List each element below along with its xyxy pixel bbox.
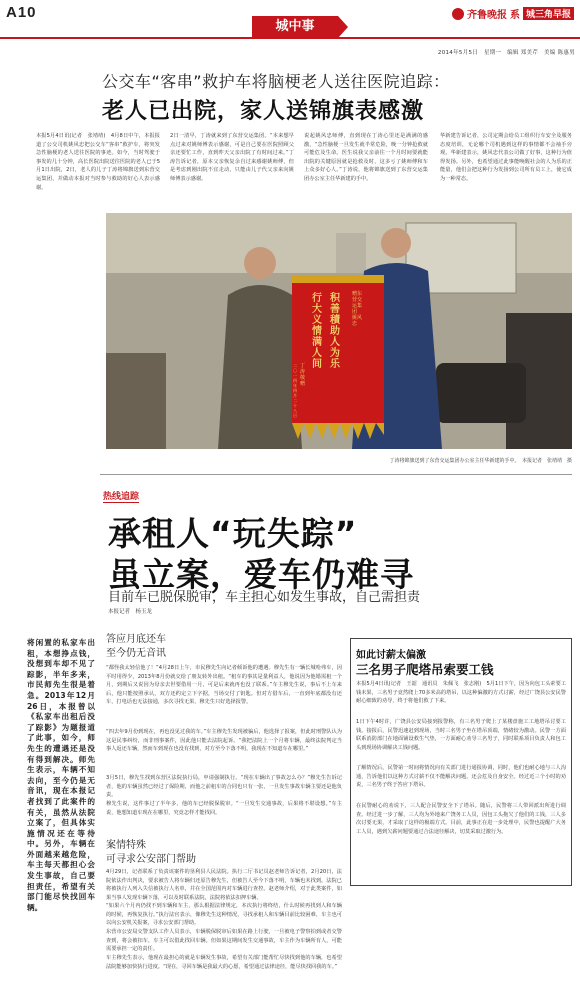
article2-body2: 4月29日，记者联系了负责该案件的垦利县人民法院。执行二厅书记员赵老师告诉记者，2月20日，法院依法作出判决，要求被告人将车辆归还原告穆先生，但被告人至今下落不明，车辆也未找到。法院已将被执行人列入失信被执行人名单，并在全国范围内对车辆进行查控。赵老师介绍，对于此类案件，如果当事人发现车辆下落，可以及时联系法院，法院将依法扣押车辆。 bbox=[106, 869, 342, 901]
brand-suffix: 系 bbox=[509, 10, 520, 21]
news-photo bbox=[106, 213, 572, 449]
article2-sub1-line1: 答应月底还车 bbox=[106, 634, 166, 645]
brief-body2: 1日下午4时许，广饶县公安局接到报警称，有三名男子爬上了某楼盘施工工地塔吊讨要工钱。接报后，民警迅速赶到现场，当时三名男子坐在塔吊顶端，情绪较为激动。民警一方面联系消防部门在地面铺设救生气垫，一方面耐心劝导三名男子，同时联系项目负责人和包工头到现场协调解决工钱问题。 bbox=[356, 719, 566, 751]
header-rule bbox=[0, 37, 580, 39]
brand-logo-icon bbox=[452, 8, 464, 20]
article1-headline: 老人已出院，家人送锦旗表感激 bbox=[102, 99, 425, 124]
article1-col4: 华新建告诉记者，公司定期会给员工组织行车安全及服务态度培训，无论哪个司机遇到这样的事情都不会袖手旁观。华新建表示，姚风忠代表公司做了好事，这种行为值得发扬。另外，也希望通过此事能唤醒社会的人为乐的正能量，他们会把这种行为发扬到公司所有员工上，使它成为一种常态。 bbox=[440, 133, 572, 182]
brand-badge: 城三角早报 bbox=[523, 7, 574, 20]
article1-col1: 本报5月4日讯(记者 张靖靖) 4月8日中午，本报报道了公交司机姚风忠把公交车“客串”救护车，将突发急性脑梗的老人送往医院的事迹。如今，当时驾驶于事发的几十分钟，高长医院出院送往医院的老人已于5月1日出院，2日，老人的儿子丁涛将锦旗送到东营交运集团，并做动本报对当时参与救助的好心人表示感谢。 bbox=[36, 133, 160, 191]
page-number: A10 bbox=[6, 4, 37, 21]
article2-sub1-line2: 至今仍无音讯 bbox=[106, 648, 166, 659]
article2-subhead: 目前车已脱保脱审，车主担心如发生事故，自己需担责 bbox=[108, 590, 421, 605]
photo-caption: 丁涛将锦旗送到了东营交运集团办公室主任华新建的手中。 本报记者 张靖靖 摄 bbox=[389, 458, 572, 464]
article2-lead: 将闲置的私家车出租，本想挣点钱，没想到车却不见了踪影，半年多来，市民师先生很是着急。2013年12月26日，本报曾以《私家车出租后没了踪影》为题报道了此事，如今，师先生的遭遇还是没有得到解决。师先生表示，车辆不知去向，至今仍是无音讯，现在本报记者找到了此案件的有关，虽然从法院立案了，但具体实施情况还在等待中。另外，车辆在外面越来越危险，车主每天都担心会发生事故，自己要担责任，希望有关部门能尽快找回车辆。 bbox=[27, 638, 95, 912]
article1-col2: 2日一清早，丁涛就来到了东营交运集团。“本来想早点过来对姚师傅表示感谢，可是自己要在医院照顾父亲还要忙工作，直到昨天父亲出院了有时间过来。”丁涛告诉记者，原本父亲恢复余自过来感谢姚师傅，但是考虑到刚出院不宜走动，只能由儿子代父亲来向姚师傅表示感谢。 bbox=[170, 133, 294, 182]
brand-masthead bbox=[452, 6, 574, 21]
banner-date: 二〇一四年四月二十八日 bbox=[293, 363, 297, 418]
article2-body1d: 穆先生说，这件事过了半年多，他的车已经脱保脱审。“一旦发生交通事故，后果将不堪设想。”车主说，他想知道车现在在哪里，究竟怎样才能找回。 bbox=[106, 801, 342, 816]
section-tab: 城中事 bbox=[252, 16, 338, 38]
banner-giver: 丁涛 敬赠 bbox=[300, 363, 311, 387]
brief-title-line2: 三名男子爬塔吊索要工钱 bbox=[356, 662, 494, 677]
article2-body2d: 车主穆先生表示，他现在最担心的就是车辆发生事故，希望有关部门能帮忙尽快找到他的车辆，也希望法院能够加快执行进度。“现在，寻回车辆是我最大的心愿，希望通过法律途径，能尽快找回我的车。” bbox=[106, 955, 342, 970]
article2-byline: 本报记者 杨玉龙 bbox=[108, 609, 153, 615]
article2-body1b: “四去年9月份到现在，再也没见过我的车。”车主穆先生发现被骗后，他选择了报案，但此时刑警队认为这是民事纠纷，而非刑事案件，因此他只能去法院起诉。“我把法院上一个月将车辆，最终法院判定当事人返还车辆，然而车到现在也没有找到，对方至今下落不明，我现在不知道车在哪里。” bbox=[106, 729, 342, 753]
brief-body1: 本报5月4日讯(记者 王韶 通讯员 朱佩飞 张志刚) 5月1日下午，因为向包工头索要工钱未果，三名男子竟然爬上70多米高的塔吊，以这种偏激的方式讨薪，经过广饶县公安民警耐心细致的劝导，终于将他们救了下来。 bbox=[356, 681, 566, 705]
article2-sub2-line2: 可寻求公安部门帮助 bbox=[106, 854, 196, 865]
dateline: 2014年5月5日 星期一 编辑 郑美芹 美编 陈惠男 bbox=[437, 50, 575, 56]
banner-slogan-2: 行大义情满人间 bbox=[312, 293, 322, 370]
article2-body2b: “如果六个月内仍找不到车辆和车主，那么根据法律规定，本次执行将终结，什么时候再找到人和车辆的时候，再恢复执行。”执行法官表示，像穆先生这种情况，寻找承租人和车辆目前比较困难，车主也可以向公安机关报案，寻求公安部门帮助。 bbox=[106, 903, 342, 927]
article2-sub2-line1: 案情特殊 bbox=[106, 840, 146, 851]
article2-body1: “都怪我太轻信他了！”4月28日上午，市民穆先生向记者倾诉他的遭遇。穆先生有一辆长城哈弗车，因平时用得少，2013年8月份就交给了朋友转外出租。“租车的事其是量利益人，他说因为他婚需租一个月，到期后又说因为母亲去世要借用一月，可是后来就再也没了联系。”车主穆先生说，事后不上车来后，他只能按照承认，双方还约定立下字据，当场交付了钥匙。但对方借车后，一直到年底都没有还车，打电话也无法接通，多次寻找无果，穆先生只好选择报警。 bbox=[106, 665, 342, 706]
article1-col3: 说起姚风忠师傅，直到现在丁涛心里还是满满的感激，“急性脑梗一旦发生就半常危险，晚一分钟抢救就可能危及生命。医生说我父亲前往一个月时间要就能出院的关键原因就是抢救及时，这多亏了姚师傅和车上众多好心人。”丁涛说，他将锦旗送到了东营交运集团办公室主任华新建的手中。 bbox=[304, 133, 428, 182]
brief-body4: 在民警耐心的劝说下，三人配合民警安全下了塔吊。随后，民警将三人带回派出所进行调查。经过进一步了解，三人均为外地来广饶务工人员，因包工头拖欠了他们的工钱，三人多次讨要无果，才采取了这样的极端方式。目前，此事正在进一步处理中，民警也提醒广大务工人员，遇到欠薪问题要通过合法途径解决，切莫采取过激行为。 bbox=[356, 803, 566, 835]
article2-body1c: 3月5日，穆先生找到东营区法院执行局，申请强制执行。“现在车辆出了事故怎么办？”穆先生告诉记者，他的车辆虽然已经过了保险期，而他之前租车的合同也只有一张，一旦发生事故车辆主要还是他负责。 bbox=[106, 775, 342, 799]
article2-headline-line1: 承租人“玩失踪” bbox=[108, 514, 358, 553]
article2-body2c: 东营市公安局交警支队工作人员表示，车辆脱保脱审后如果在路上行驶，一旦被电子警察拍到或者交警查到，将会被扣车，车主可以借此找回车辆。但如果这期间发生交通事故，车主作为车辆所有人，可能需要承担一定的责任。 bbox=[106, 929, 342, 953]
article2-headline-line2: 虽立案，爱车仍难寻 bbox=[108, 555, 414, 594]
section-divider bbox=[100, 474, 572, 475]
article1-subhead: 公交车“客串”救护车将脑梗老人送往医院追踪： bbox=[102, 72, 450, 91]
brief-body3: 了解情况后，民警第一时间将情况向有关部门进行通报协调，同时，他们也耐心地与三人沟通，告诉他们以这种方式讨薪不仅不能解决问题，还会危及自身安全。经过近三个小时的劝说，三名男子终于答应下塔吊。 bbox=[356, 765, 566, 789]
hotline-tag: 热线追踪 bbox=[103, 489, 139, 503]
banner-dedication: 赠东营交运集团 姚风忠 bbox=[352, 291, 363, 327]
banner-slogan-1: 积善積助人为乐 bbox=[330, 293, 340, 370]
brief-title-line1: 如此讨薪太偏激 bbox=[356, 650, 426, 661]
brand-name: 齐鲁晚报 bbox=[466, 10, 507, 21]
